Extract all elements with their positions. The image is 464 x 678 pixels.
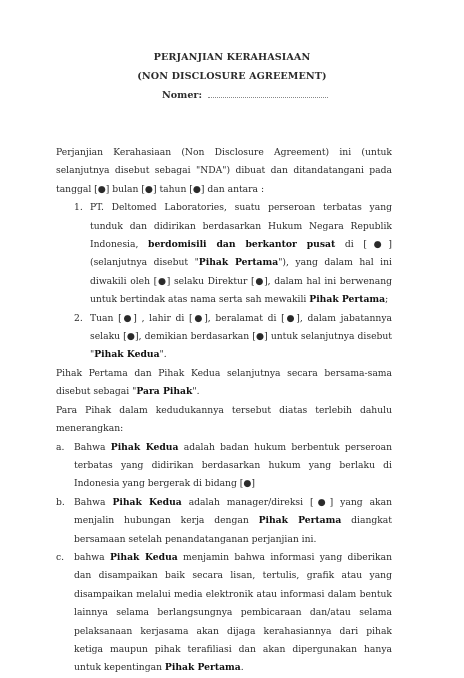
recital-text: . <box>240 662 244 674</box>
party-1-bold: Pihak Pertama <box>198 257 279 269</box>
recital-text: adalah badan hukum berbentuk perseroan terbatas yang didirikan berdasarkan hukum yang berlaku di Indonesia yang bergerak di bidang [●] <box>74 441 392 490</box>
recital-text: Bahwa <box>74 496 113 508</box>
recital-a <box>56 439 392 494</box>
list-marker: c. <box>56 551 65 563</box>
document-subtitle: (NON DISCLOSURE AGREEMENT) <box>137 71 327 82</box>
list-marker: 1. <box>74 202 83 214</box>
recital-bold: Pihak Pertama <box>258 515 342 527</box>
document-body <box>56 144 392 678</box>
recital-bold: Pihak Pertama <box>164 662 241 674</box>
recital-text: menjamin bahwa informasi yang diberikan dan disampaikan baik secara lisan, tertulis, grafik atau yang disampaikan melalui media elektronik atau informasi dalam bentuk lainnya selama berlangsungnya pembicaraan dan/atau selama pelaksanaan kerjasama akan dijaga kerahasiannya dari pihak ketiga maupun pihak terafiliasi dan akan dipergunakan hanya untuk kepentingan <box>74 551 392 674</box>
party-1-text: ; <box>385 294 389 306</box>
nomer-blank <box>208 88 328 98</box>
recital-text: Bahwa <box>74 441 111 453</box>
party-2-text: ". <box>159 349 167 361</box>
document-title: PERJANJIAN KERAHASIAAN <box>153 52 311 63</box>
recital-bold: Pihak Kedua <box>109 551 178 563</box>
party-1-item <box>56 199 392 309</box>
explain-paragraph: Para Pihak dalam kedudukannya tersebut diatas terlebih dahulu menerangkan: <box>56 404 392 435</box>
recital-c <box>56 549 392 678</box>
party-2-item <box>56 310 392 365</box>
together-text: ". <box>192 386 200 398</box>
together-text: Pihak Pertama dan Pihak Kedua selanjutnya secara bersama-sama disebut sebagai " <box>56 367 392 398</box>
recital-bold: Pihak Kedua <box>112 496 182 508</box>
party-1-text: di [●] (selanjutnya disebut " <box>90 239 392 269</box>
nomer-line <box>162 88 328 101</box>
recital-text: adalah manager/direksi [●] yang akan menjalin hubungan kerja dengan <box>74 496 393 527</box>
nomer-label: Nomer: <box>162 90 203 101</box>
recital-text: bahwa <box>74 551 110 563</box>
party-list <box>56 199 392 365</box>
party-2-text: Tuan [●] , lahir di [●], beralamat di [●], dalam jabatannya selaku [●], demikian berdasarkan [●] untuk selanjutnya disebut " <box>90 312 392 361</box>
party-1-bold: Pihak Pertama <box>309 294 386 306</box>
recital-text: diangkat bersamaan setelah penandatanganan perjanjian ini. <box>74 515 392 545</box>
party-2-bold: Pihak Kedua <box>94 349 160 361</box>
list-marker: a. <box>56 441 65 453</box>
list-marker: b. <box>56 496 65 508</box>
list-marker: 2. <box>74 312 83 324</box>
recital-b <box>56 494 392 549</box>
recital-list <box>56 439 392 678</box>
party-1-text: PT. Deltomed Laboratories, suatu perseroan terbatas yang tunduk dan didirikan berdasarkan Hukum Negara Republik Indonesia, <box>90 202 392 251</box>
party-1-bold: berdomisili dan berkantor pusat <box>148 239 336 251</box>
recital-bold: Pihak Kedua <box>110 441 179 453</box>
together-bold: Para Pihak <box>136 386 193 398</box>
intro-paragraph: Perjanjian Kerahasiaan (Non Disclosure Agreement) ini (untuk selanjutnya disebut sebagai "NDA") dibuat dan ditandatangani pada tanggal [●] bulan [●] tahun [●] dan antara : <box>56 147 392 195</box>
party-1-text: "), yang dalam hal ini diwakili oleh [●] selaku Direktur [●], dalam hal ini berwenang untuk bertindak atas nama serta sah mewakili <box>90 257 392 306</box>
together-paragraph <box>56 365 392 402</box>
